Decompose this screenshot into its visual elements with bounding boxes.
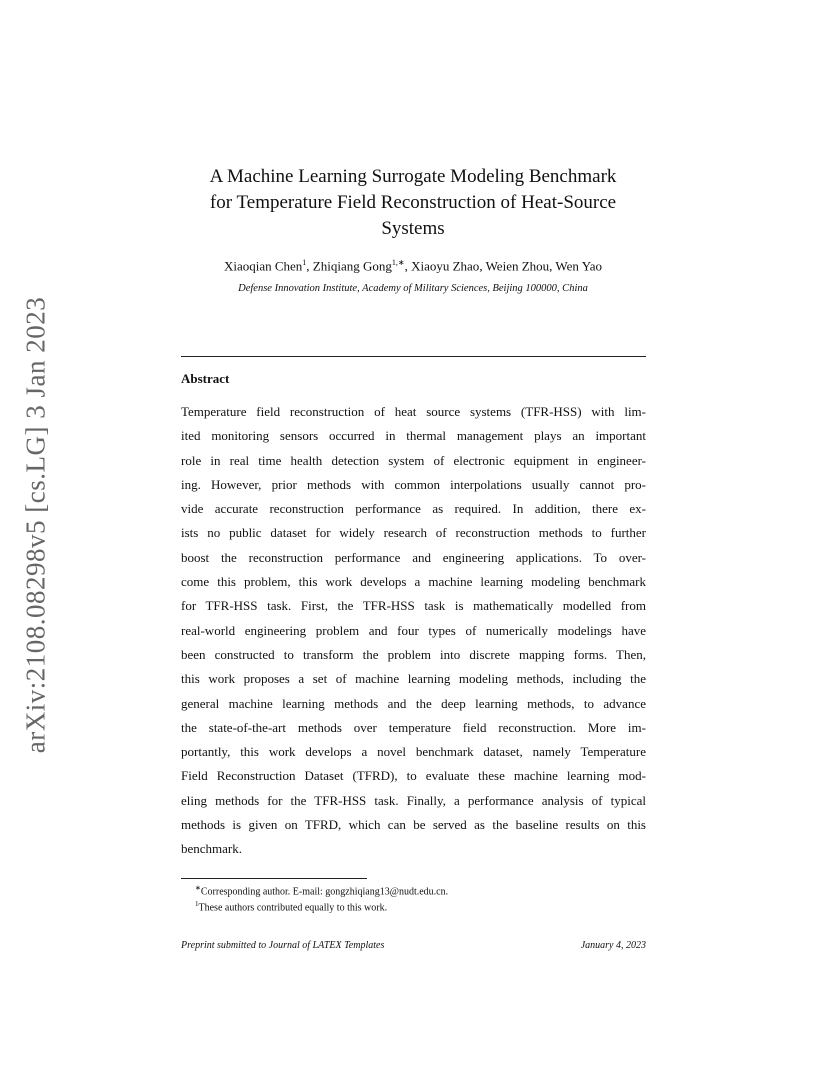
abstract-line: portantly, this work develops a novel benchmark dataset, namely Temperature	[181, 744, 646, 760]
abstract-line: the state-of-the-art methods over temperature field reconstruction. More im-	[181, 719, 646, 735]
date-footer: January 4, 2023	[580, 940, 646, 951]
abstract-line: this work proposes a set of machine learning modeling methods, including the	[181, 671, 646, 687]
author-list	[180, 258, 646, 274]
footnote-divider	[181, 878, 367, 879]
abstract-line: ists no public dataset for widely research of reconstruction methods to further	[181, 525, 646, 541]
section-divider	[181, 356, 646, 357]
abstract-line: Temperature field reconstruction of heat source systems (TFR-HSS) with lim-	[181, 404, 646, 419]
abstract-line: ing. However, prior methods with common interpolations usually cannot pro-	[181, 476, 646, 492]
author-affiliation-mark: 1,∗	[391, 258, 405, 267]
footnote	[195, 898, 448, 914]
author-name: Wen Yao	[555, 258, 603, 274]
author-name: Xiaoqian Chen	[223, 258, 303, 274]
author-affiliation-mark: 1	[302, 258, 307, 267]
title-line: for Temperature Field Reconstruction of Heat-Source	[209, 192, 617, 213]
arxiv-identifier[interactable]: arXiv:2108.08298v5 [cs.LG] 3 Jan 2023	[20, 296, 51, 754]
abstract-line: boost the reconstruction performance and engineering applications. To over-	[181, 549, 646, 565]
footnote-text: Corresponding author. E-mail: gongzhiqiang13@nudt.edu.cn.	[200, 886, 449, 898]
abstract-line: general machine learning methods and the deep learning methods, to advance	[181, 695, 646, 711]
abstract-heading: Abstract	[181, 371, 230, 386]
footnote-mark: ∗	[195, 884, 201, 892]
author-separator: ,	[549, 258, 556, 274]
footnote	[195, 882, 448, 898]
author-name: Xiaoyu Zhao	[411, 258, 480, 274]
journal-footer: Preprint submitted to Journal of LATEX Templates	[181, 940, 385, 951]
abstract-line: real-world engineering problem and four types of numerically modelings have	[181, 622, 646, 638]
abstract-line: role in real time health detection system of electronic equipment in engineer-	[181, 452, 646, 468]
abstract-line: come this problem, this work develops a machine learning modeling benchmark	[181, 574, 646, 590]
title-line: Systems	[381, 218, 445, 239]
author-name: Zhiqiang Gong	[312, 258, 392, 274]
abstract-line: methods is given on TFRD, which can be served as the baseline results on this	[181, 817, 646, 833]
abstract-line: for TFR-HSS task. First, the TFR-HSS task is mathematically modelled from	[181, 598, 646, 614]
footnote-mark: 1	[195, 900, 199, 909]
abstract-line: vide accurate reconstruction performance as required. In addition, there ex-	[181, 501, 646, 517]
abstract-body	[181, 400, 646, 862]
title-line: A Machine Learning Surrogate Modeling Benchmark	[209, 166, 617, 187]
footnote-text: These authors contributed equally to this work.	[198, 902, 388, 914]
abstract-line: ited monitoring sensors occurred in thermal management plays an important	[181, 428, 646, 444]
abstract-line: been constructed to transform the problem into discrete mapping forms. Then,	[181, 646, 646, 662]
paper-title	[180, 164, 646, 242]
abstract-line: Field Reconstruction Dataset (TFRD), to evaluate these machine learning mod-	[181, 768, 646, 784]
author-separator: ,	[306, 258, 313, 274]
abstract-line: benchmark.	[181, 841, 243, 857]
footnotes	[195, 882, 448, 915]
author-separator: ,	[404, 258, 412, 274]
abstract-line: eling methods for the TFR-HSS task. Finally, a performance analysis of typical	[181, 792, 646, 808]
author-affiliation: Defense Innovation Institute, Academy of Military Sciences, Beijing 100000, China	[238, 283, 588, 294]
author-separator: ,	[479, 258, 486, 274]
author-name: Weien Zhou	[485, 258, 550, 274]
